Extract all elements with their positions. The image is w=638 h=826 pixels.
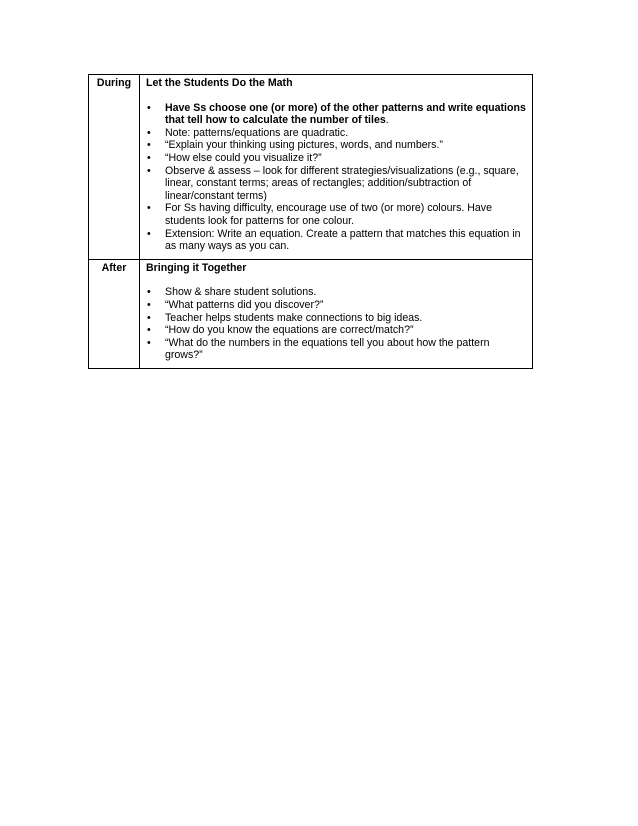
bullet-icon: •	[147, 311, 151, 324]
bullet-icon: •	[147, 164, 151, 177]
lesson-plan-table	[88, 74, 533, 369]
list-item	[146, 228, 528, 253]
list-item-text: “What patterns did you discover?”	[165, 298, 324, 311]
list-item-text: .	[385, 114, 389, 127]
bullet-icon: •	[147, 227, 151, 240]
phase-label-after: After	[89, 259, 140, 368]
after-content	[140, 259, 533, 368]
bullet-icon: •	[147, 298, 151, 311]
list-item-bold-text: Have Ss choose one (or more) of the other patterns and write equations that tell how to calculate the number of tiles	[165, 101, 526, 127]
table-row-after	[89, 259, 533, 368]
list-item	[146, 202, 528, 227]
bullet-icon: •	[147, 139, 151, 152]
list-item	[146, 324, 528, 337]
list-item	[146, 312, 528, 325]
list-item-text: “How do you know the equations are correct/match?”	[165, 324, 414, 337]
table-row-during	[89, 75, 533, 260]
bullet-icon: •	[147, 286, 151, 299]
list-item-text: For Ss having difficulty, encourage use of two (or more) colours. Have students look for patterns for one colour.	[165, 202, 492, 227]
list-item-text: Show & share student solutions.	[165, 286, 317, 299]
after-bullet-list	[146, 286, 528, 362]
during-content	[140, 75, 533, 260]
list-item	[146, 165, 528, 203]
section-title-during: Let the Students Do the Math	[146, 77, 293, 89]
during-bullet-list	[146, 102, 528, 253]
list-item	[146, 286, 528, 299]
list-item-text: “What do the numbers in the equations tell you about how the pattern grows?”	[165, 336, 490, 362]
list-item	[146, 337, 528, 362]
list-item	[146, 102, 528, 127]
bullet-icon: •	[147, 101, 151, 114]
list-item-text: “Explain your thinking using pictures, words, and numbers.”	[165, 139, 443, 152]
bullet-icon: •	[147, 324, 151, 337]
phase-label-during: During	[89, 75, 140, 260]
list-item-text: Extension: Write an equation. Create a pattern that matches this equation in as many ways as you can.	[165, 227, 521, 253]
list-item	[146, 127, 528, 140]
bullet-icon: •	[147, 336, 151, 349]
list-item-text: Teacher helps students make connections to big ideas.	[165, 311, 423, 324]
list-item	[146, 139, 528, 152]
section-title-after: Bringing it Together	[146, 261, 247, 274]
bullet-icon: •	[147, 126, 151, 139]
bullet-icon: •	[147, 151, 151, 164]
list-item-text: Observe & assess – look for different strategies/visualizations (e.g., square, linear, constant terms; areas of rectangles; addition/subtraction of linear/constant terms)	[165, 164, 519, 202]
list-item-text: Note: patterns/equations are quadratic.	[165, 126, 349, 139]
list-item	[146, 152, 528, 165]
list-item	[146, 299, 528, 312]
list-item-text: “How else could you visualize it?”	[165, 151, 322, 164]
bullet-icon: •	[147, 202, 151, 215]
